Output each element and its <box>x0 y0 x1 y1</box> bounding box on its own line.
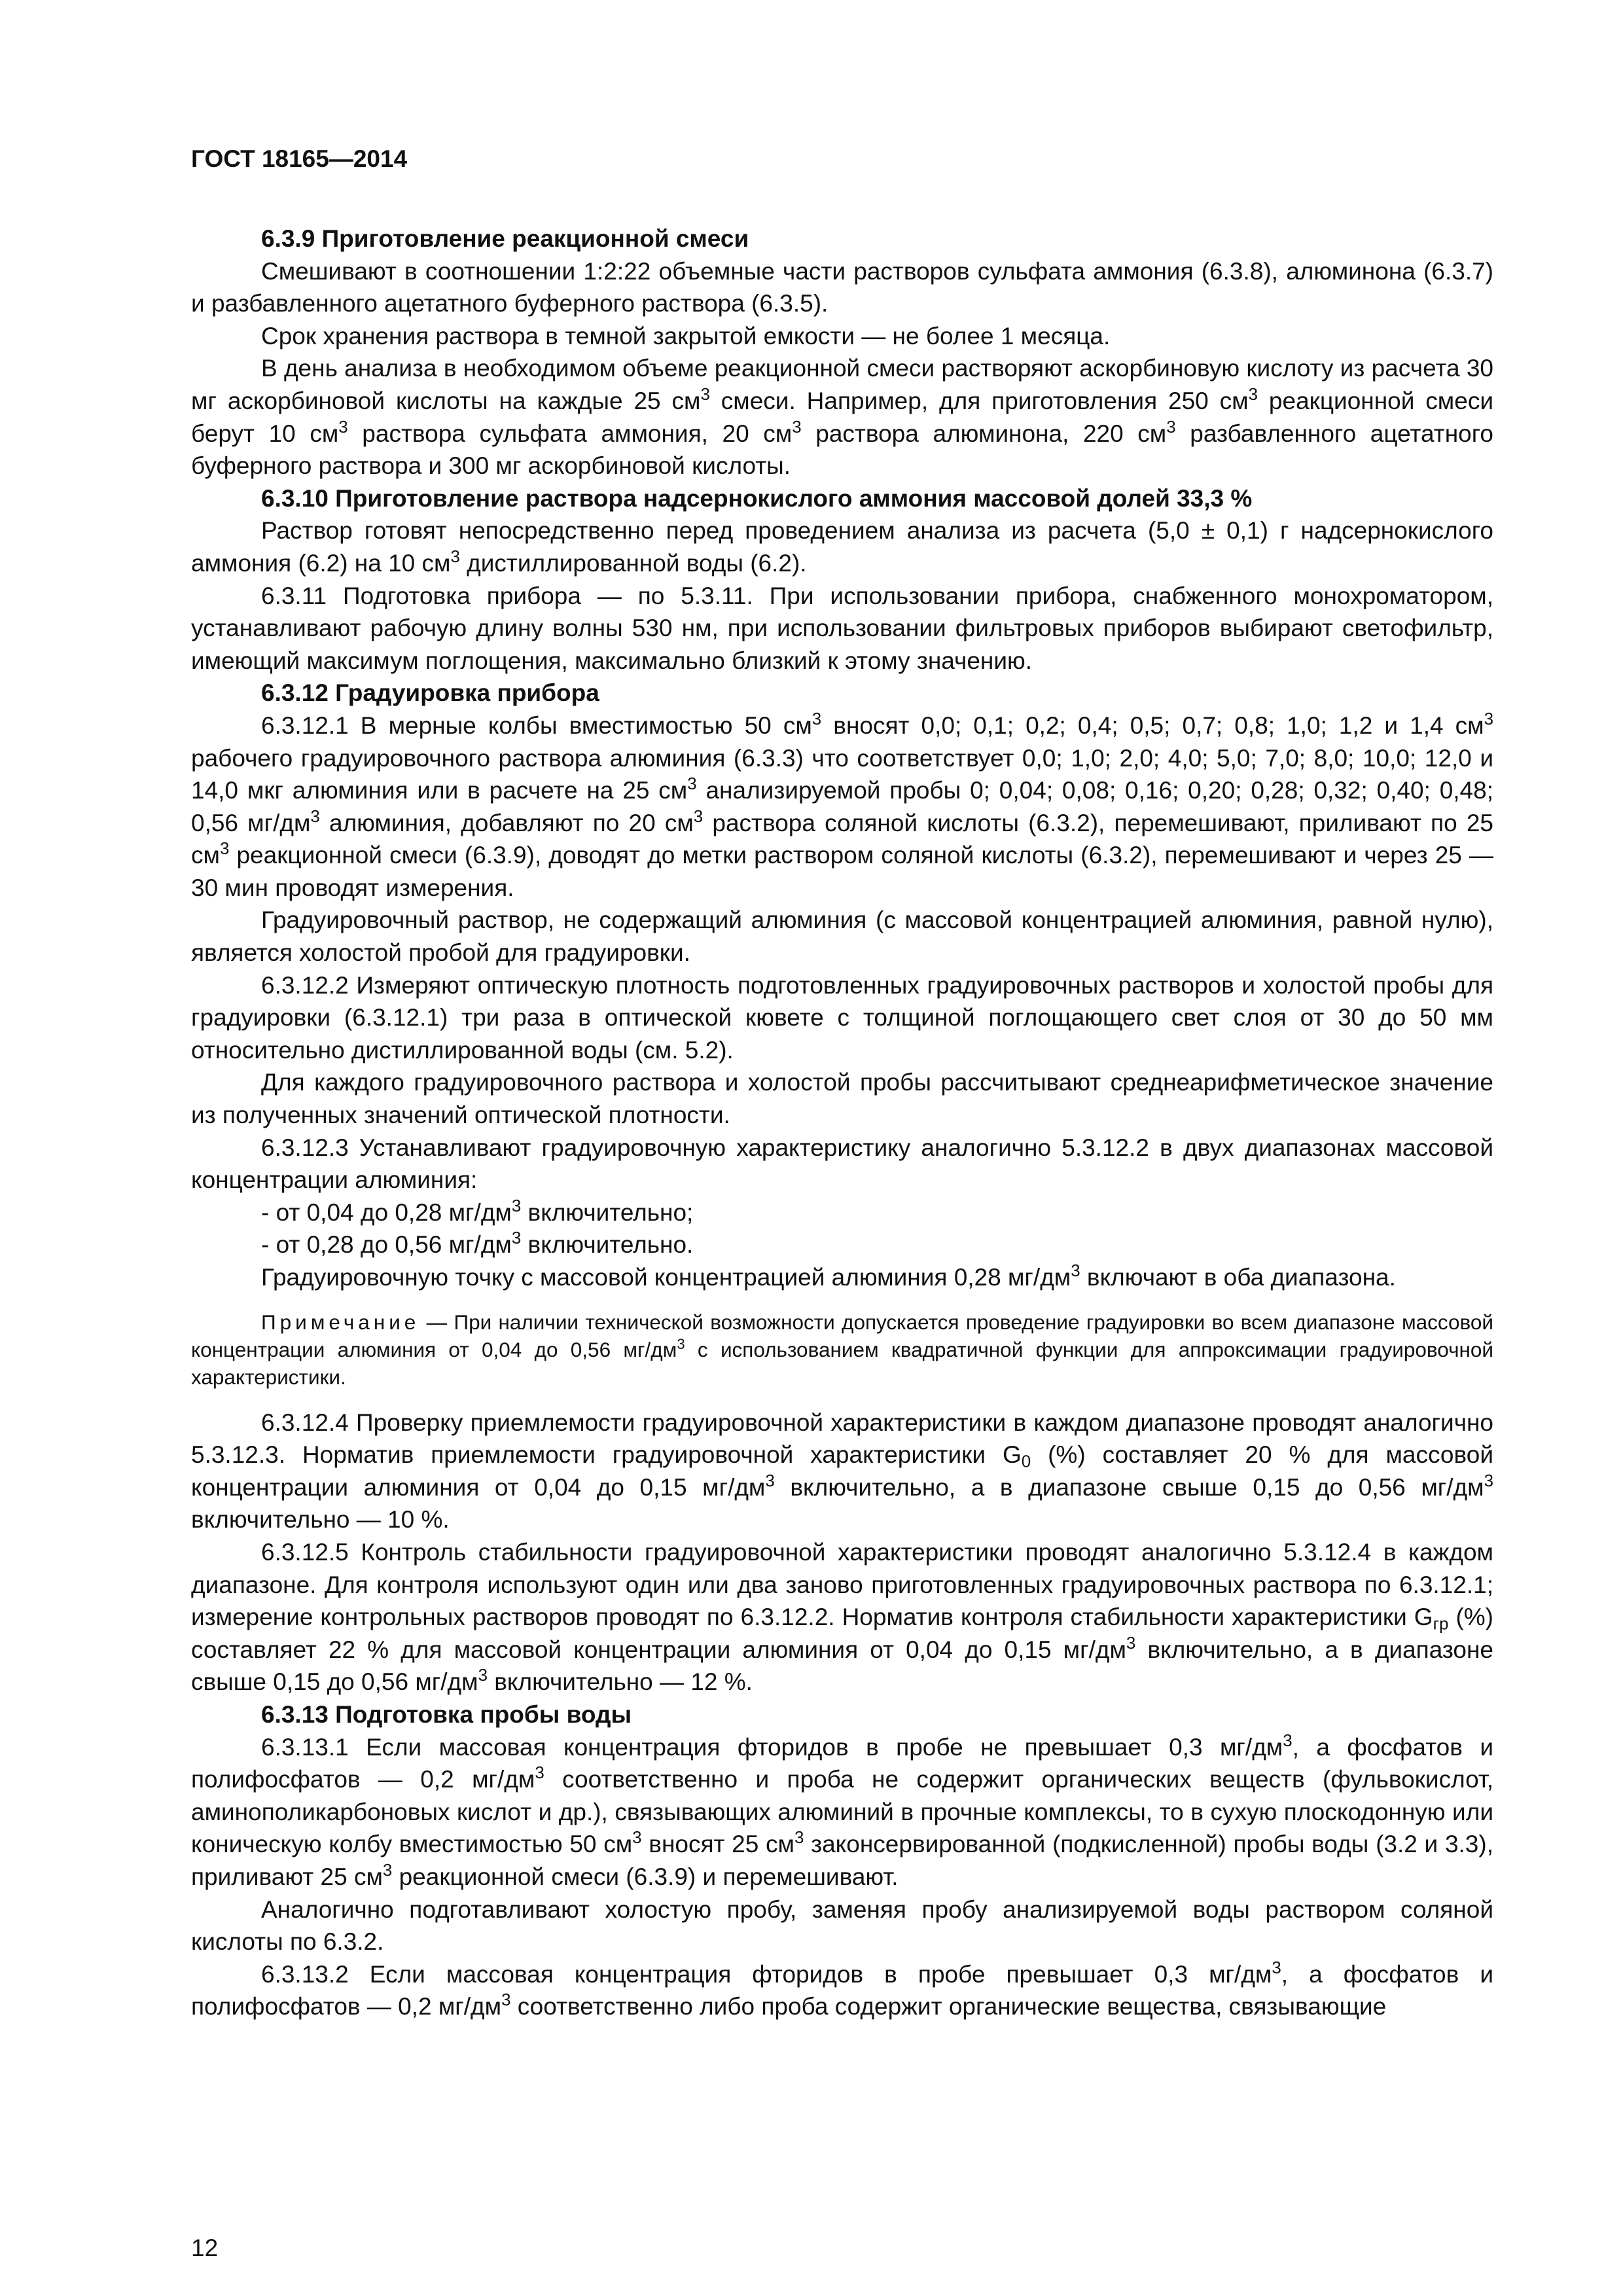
paragraph: Для каждого градуировочного раствора и холостой пробы рассчитывают среднеарифметическое значение из полученных значений оптической плотности. <box>191 1069 1493 1129</box>
page-number: 12 <box>191 2234 219 2261</box>
note <box>191 1308 1493 1391</box>
section-heading: 6.3.10 Приготовление раствора надсернокислого аммония массовой долей 33,3 % <box>261 484 1253 512</box>
paragraph: 6.3.12.5 Контроль стабильности градуировочной характеристики проводят аналогично 5.3.12.4 в каждом диапазоне. Для контроля используют один или два заново приготовленных градуировочных раствора по 6.3.12.1; измерение контрольных растворов проводят по 6.3.12.2. Норматив контроля стабильности характеристики $G_{гр}$ (%) составляет 22 % для массовой концентрации алюминия от 0,04 до 0,15 $мг/дм^3$ включительно, а в диапазоне свыше 0,15 до 0,56 $мг/дм^3$ включительно — 12 %. <box>191 1538 1493 1696</box>
paragraph: 6.3.13.2 Если массовая концентрация фторидов в пробе превышает 0,3 $мг/дм^3$, а фосфатов и полифосфатов — 0,2 $мг/дм^3$ соответственно либо проба содержит органические вещества, связывающие <box>191 1958 1493 2020</box>
section-heading: 6.3.9 Приготовление реакционной смеси <box>261 225 749 252</box>
paragraph: 6.3.13.1 Если массовая концентрация фторидов в пробе не превышает 0,3 $мг/дм^3$, а фосфатов и полифосфатов — 0,2 $мг/дм^3$ соответственно и проба не содержит органических веществ (фульвокислот, аминополикарбоновых кислот и др.), связывающих алюминий в прочные комплексы, то в сухую плоскодонную или коническую колбу вместимостью 50 $см^3$ вносят 25 $см^3$ законсервированной (подкисленной) пробы воды (3.2 и 3.3), приливают 25 $см^3$ реакционной смеси (6.3.9) и перемешивают. <box>191 1731 1493 1890</box>
paragraph: 6.3.12.3 Устанавливают градуировочную характеристику аналогично 5.3.12.2 в двух диапазонах массовой концентрации алюминия: <box>191 1134 1493 1194</box>
paragraph: 6.3.11 Подготовка прибора — по 5.3.11. При использовании прибора, снабженного монохроматором, устанавливают рабочую длину волны 530 нм, при использовании фильтровых приборов выбирают светофильтр, имеющий максимум поглощения, максимально близкий к этому значению. <box>191 582 1493 674</box>
document-header: ГОСТ 18165—2014 <box>191 145 408 172</box>
paragraph: Срок хранения раствора в темной закрытой емкости — не более 1 месяца. <box>261 322 1111 350</box>
paragraph: 6.3.12.2 Измеряют оптическую плотность подготовленных градуировочных растворов и холостой пробы для градуировки (6.3.12.1) три раза в оптической кювете с толщиной поглощающего свет слоя от 30 до 50 мм относительно дистиллированной воды (см. 5.2). <box>191 971 1493 1064</box>
note-text: — При наличии технической возможности допускается проведение градуировки во всем диапазоне массовой концентрации алюминия от 0,04 до 0,56 $мг/дм^3$ с использованием квадратичной функции для аппроксимации градуировочной характеристики. <box>191 1310 1493 1389</box>
paragraph: Аналогично подготавливают холостую пробу, заменяя пробу анализируемой воды раствором соляной кислоты по 6.3.2. <box>191 1895 1493 1956</box>
section-heading: 6.3.13 Подготовка пробы воды <box>261 1700 632 1728</box>
paragraph: Градуировочный раствор, не содержащий алюминия (с массовой концентрацией алюминия, равной нулю), является холостой пробой для градуировки. <box>191 906 1493 967</box>
paragraph: Градуировочную точку с массовой концентрацией алюминия 0,28 $мг/дм^3$ включают в оба диапазона. <box>261 1261 1396 1291</box>
paragraph: 6.3.12.4 Проверку приемлемости градуировочной характеристики в каждом диапазоне проводят аналогично 5.3.12.3. Норматив приемлемости градуировочной характеристики $G_0$ (%) составляет 20 % для массовой концентрации алюминия от 0,04 до 0,15 $мг/дм^3$ включительно, а в диапазоне свыше 0,15 до 0,56 $мг/дм^3$ включительно — 10 %. <box>191 1408 1493 1534</box>
paragraph: В день анализа в необходимом объеме реакционной смеси растворяют аскорбиновую кислоту из расчета 30 мг аскорбиновой кислоты на каждые 25 $см^3$ смеси. Например, для приготовления 250 $см^3$ реакционной смеси берут 10 $см^3$ раствора сульфата аммония, 20 $см^3$ раствора алюминона, 220 $см^3$ разбавленного ацетатного буферного раствора и 300 мг аскорбиновой кислоты. <box>191 355 1493 480</box>
document-body <box>191 223 1493 2023</box>
list-item: - от 0,28 до 0,56 $мг/дм^3$ включительно. <box>261 1229 694 1259</box>
list-item: - от 0,04 до 0,28 $мг/дм^3$ включительно; <box>261 1196 694 1226</box>
paragraph: 6.3.12.1 В мерные колбы вместимостью 50 $см^3$ вносят 0,0; 0,1; 0,2; 0,4; 0,5; 0,7; 0,8; 1,0; 1,2 и 1,4 $см^3$ рабочего градуировочного раствора алюминия (6.3.3) что соответствует 0,0; 1,0; 2,0; 4,0; 5,0; 7,0; 8,0; 10,0; 12,0 и 14,0 мкг алюминия или в расчете на 25 $см^3$ анализируемой пробы 0; 0,04; 0,08; 0,16; 0,20; 0,28; 0,32; 0,40; 0,48; 0,56 $мг/дм^3$ алюминия, добавляют по 20 $см^3$ раствора соляной кислоты (6.3.2), перемешивают, приливают по 25 $см^3$ реакционной смеси (6.3.9), доводят до метки раствором соляной кислоты (6.3.2), перемешивают и через 25 — 30 мин проводят измерения. <box>191 709 1494 901</box>
paragraph: Раствор готовят непосредственно перед проведением анализа из расчета (5,0 ± 0,1) г надсернокислого аммония (6.2) на 10 $см^3$ дистиллированной воды (6.2). <box>191 517 1493 577</box>
section-heading: 6.3.12 Градуировка прибора <box>261 679 599 707</box>
note-label: Примечание <box>261 1310 420 1334</box>
paragraph: Смешивают в соотношении 1:2:22 объемные части растворов сульфата аммония (6.3.8), алюминона (6.3.7) и разбавленного ацетатного буферного раствора (6.3.5). <box>191 257 1493 317</box>
